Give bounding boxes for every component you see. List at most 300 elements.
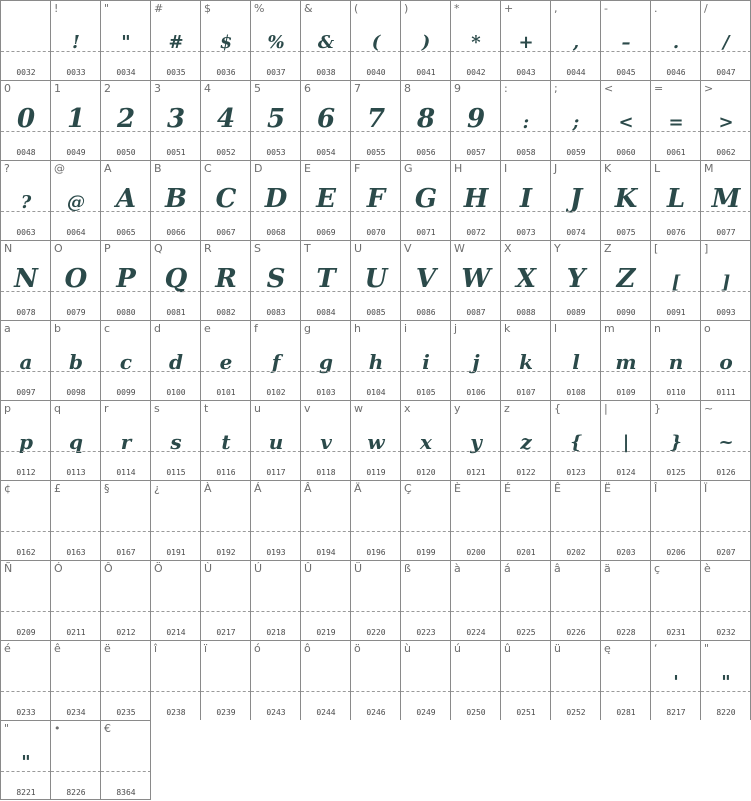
baseline-dashed-line [251,611,300,612]
cell-code-label: 0226 [566,628,586,637]
cell-char-label: ï [204,642,208,655]
cell-code-label: 0051 [166,148,186,157]
cell-code-label: 0100 [166,388,186,397]
glyph-cell [650,400,700,480]
cell-glyph-sample: [ [671,272,681,293]
cell-code-label: 0109 [616,388,636,397]
cell-char-label: î [154,642,158,655]
cell-code-label: 0232 [716,628,736,637]
cell-glyph-sample: o [719,350,733,374]
cell-glyph-sample: J [569,184,583,214]
cell-code-label: 0081 [166,308,186,317]
glyph-cell [250,80,300,160]
glyph-cell [700,80,750,160]
cell-char-label: A [104,162,112,175]
baseline-dashed-line [251,531,300,532]
glyph-cell [300,320,350,400]
baseline-dashed-line [301,611,350,612]
cell-code-label: 0068 [266,228,286,237]
cell-glyph-sample: Y [566,264,586,294]
cell-char-label: é [4,642,11,655]
glyph-cell [400,480,450,560]
cell-char-label: 5 [254,82,261,95]
cell-char-label: Î [654,482,658,495]
cell-char-label: # [154,2,164,15]
glyph-cell [550,160,600,240]
cell-char-label: n [654,322,661,335]
cell-char-label: v [304,402,311,415]
cell-code-label: 0108 [566,388,586,397]
cell-glyph-sample: Z [616,264,636,294]
baseline-dashed-line [251,211,300,212]
cell-char-label: O [54,242,63,255]
glyph-cell [550,240,600,320]
cell-char-label: + [504,2,514,15]
cell-code-label: 0053 [266,148,286,157]
cell-glyph-sample: S [266,264,286,294]
cell-code-label: 0046 [666,68,686,77]
cell-code-label: 8221 [16,788,36,797]
cell-glyph-sample: H [463,184,489,214]
cell-char-label: : [504,82,508,95]
glyph-cell [200,240,250,320]
glyph-cell [650,640,700,720]
glyph-cell [500,240,550,320]
cell-glyph-sample: 3 [166,104,186,134]
baseline-dashed-line [1,771,50,772]
cell-glyph-sample: e [219,350,233,374]
cell-glyph-sample: g [319,350,333,374]
cell-char-label: 6 [304,82,311,95]
glyph-cell [0,320,50,400]
cell-glyph-sample: " [21,752,31,773]
glyph-cell [200,640,250,720]
cell-glyph-sample: z [520,430,532,454]
cell-char-label: ä [604,562,611,575]
baseline-dashed-line [601,211,650,212]
baseline-dashed-line [601,611,650,612]
glyph-cell [600,320,650,400]
glyph-cell [100,320,150,400]
cell-char-label: $ [204,2,211,15]
glyph-cell [700,0,750,80]
cell-code-label: 0193 [266,548,286,557]
cell-glyph-sample: ] [721,272,731,293]
glyph-cell [650,480,700,560]
cell-char-label: % [254,2,265,15]
cell-code-label: 0113 [66,468,86,477]
baseline-dashed-line [701,691,750,692]
cell-code-label: 0071 [416,228,436,237]
glyph-cell [100,80,150,160]
cell-char-label: m [604,322,615,335]
baseline-dashed-line [101,771,150,772]
cell-glyph-sample: r [120,430,132,454]
baseline-dashed-line [301,131,350,132]
baseline-dashed-line [551,291,600,292]
glyph-cell [250,480,300,560]
cell-code-label: 0235 [116,708,136,717]
cell-char-label: l [554,322,558,335]
cell-char-label: L [654,162,661,175]
cell-char-label: . [654,2,658,15]
cell-char-label: Ç [404,482,412,495]
cell-code-label: 0111 [716,388,736,397]
glyph-cell [0,80,50,160]
cell-char-label: d [154,322,161,335]
baseline-dashed-line [51,371,100,372]
cell-char-label: 3 [154,82,161,95]
baseline-dashed-line [401,51,450,52]
cell-glyph-sample: , [572,32,580,53]
cell-glyph-sample: b [69,350,83,374]
cell-char-label: ú [454,642,461,655]
cell-char-label: ß [404,562,411,575]
cell-code-label: 0115 [166,468,186,477]
cell-char-label: ô [304,642,311,655]
glyph-cell [400,640,450,720]
cell-char-label: ! [54,2,59,15]
baseline-dashed-line [501,451,550,452]
cell-glyph-sample: W [461,264,491,294]
glyph-cell [450,160,500,240]
baseline-dashed-line [551,611,600,612]
baseline-dashed-line [51,51,100,52]
cell-char-label: [ [654,242,659,255]
baseline-dashed-line [351,611,400,612]
cell-code-label: 0206 [666,548,686,557]
glyph-cell [500,320,550,400]
glyph-cell [300,560,350,640]
glyph-cell [0,400,50,480]
cell-code-label: 0104 [366,388,386,397]
baseline-dashed-line [451,211,500,212]
baseline-dashed-line [351,131,400,132]
cell-char-label: D [254,162,263,175]
baseline-dashed-line [101,51,150,52]
baseline-dashed-line [101,691,150,692]
baseline-dashed-line [101,531,150,532]
cell-char-label: ü [554,642,561,655]
baseline-dashed-line [301,371,350,372]
cell-code-label: 0116 [216,468,236,477]
cell-code-label: 0054 [316,148,336,157]
baseline-dashed-line [301,451,350,452]
glyph-cell [550,80,600,160]
baseline-dashed-line [601,691,650,692]
cell-glyph-sample: ? [20,192,32,213]
cell-char-label: 2 [104,82,111,95]
glyph-cell [150,480,200,560]
baseline-dashed-line [501,611,550,612]
cell-glyph-sample: m [615,350,637,374]
cell-char-label: z [504,402,510,415]
baseline-dashed-line [151,691,200,692]
cell-glyph-sample: 8 [416,104,436,134]
glyph-cell [450,560,500,640]
cell-char-label: > [704,82,714,95]
cell-code-label: 0105 [416,388,436,397]
cell-char-label: á [504,562,511,575]
cell-code-label: 0201 [516,548,536,557]
baseline-dashed-line [651,611,700,612]
cell-code-label: 0084 [316,308,336,317]
cell-code-label: 0212 [116,628,136,637]
cell-glyph-sample: @ [67,192,85,213]
cell-code-label: 0052 [216,148,236,157]
baseline-dashed-line [651,531,700,532]
baseline-dashed-line [51,211,100,212]
glyph-cell [200,480,250,560]
baseline-dashed-line [301,291,350,292]
baseline-dashed-line [451,611,500,612]
cell-glyph-sample: B [165,184,187,214]
baseline-dashed-line [151,371,200,372]
glyph-cell [350,160,400,240]
glyph-cell [350,0,400,80]
glyph-cell [500,640,550,720]
baseline-dashed-line [401,131,450,132]
baseline-dashed-line [1,451,50,452]
cell-glyph-sample: C [215,184,237,214]
cell-glyph-sample: N [14,264,38,294]
baseline-dashed-line [51,691,100,692]
glyph-cell [50,160,100,240]
glyph-cell [600,80,650,160]
cell-code-label: 0091 [666,308,686,317]
cell-code-label: 0163 [66,548,86,557]
glyph-cell [450,400,500,480]
cell-char-label: c [104,322,111,335]
cell-glyph-sample: w [367,430,385,454]
glyph-cell [550,640,600,720]
cell-char-label: â [554,562,561,575]
glyph-cell [100,480,150,560]
glyph-cell [450,80,500,160]
glyph-cell [300,160,350,240]
cell-char-label: ] [704,242,709,255]
cell-code-label: 0244 [316,708,336,717]
glyph-cell [250,640,300,720]
cell-char-label: Û [304,562,313,575]
cell-glyph-sample: # [168,32,184,53]
cell-code-label: 0125 [666,468,686,477]
last-row-right-edge [150,720,151,800]
glyph-cell [200,400,250,480]
cell-code-label: 0209 [16,628,36,637]
cell-glyph-sample: s [170,430,182,454]
cell-char-label: Ô [104,562,113,575]
baseline-dashed-line [701,211,750,212]
cell-code-label: 8220 [716,708,736,717]
baseline-dashed-line [301,691,350,692]
cell-char-label: N [4,242,13,255]
cell-char-label: * [454,2,460,15]
cell-code-label: 0083 [266,308,286,317]
baseline-dashed-line [51,291,100,292]
baseline-dashed-line [201,611,250,612]
cell-char-label: X [504,242,512,255]
cell-char-label: Ä [354,482,362,495]
baseline-dashed-line [401,211,450,212]
cell-code-label: 0064 [66,228,86,237]
cell-glyph-sample: { [570,432,582,453]
cell-char-label: = [654,82,664,95]
glyph-cell [250,400,300,480]
baseline-dashed-line [501,691,550,692]
baseline-dashed-line [201,531,250,532]
cell-glyph-sample: 7 [366,104,386,134]
grid-bottom-edge [0,799,151,800]
glyph-cell [400,560,450,640]
baseline-dashed-line [551,211,600,212]
glyph-cell [100,0,150,80]
glyph-cell [250,160,300,240]
cell-char-label: T [304,242,311,255]
cell-code-label: 0106 [466,388,486,397]
glyph-cell [350,640,400,720]
baseline-dashed-line [51,531,100,532]
cell-code-label: 0067 [216,228,236,237]
cell-char-label: I [504,162,508,175]
cell-code-label: 0086 [416,308,436,317]
cell-code-label: 0223 [416,628,436,637]
cell-code-label: 0059 [566,148,586,157]
glyph-cell [500,400,550,480]
glyph-cell [450,480,500,560]
cell-char-label: @ [54,162,65,175]
glyph-cell [650,160,700,240]
glyph-cell [0,160,50,240]
baseline-dashed-line [251,291,300,292]
glyph-cell [350,560,400,640]
baseline-dashed-line [401,451,450,452]
cell-glyph-sample: . [672,32,680,53]
baseline-dashed-line [351,51,400,52]
glyph-cell [400,0,450,80]
cell-glyph-sample: ; [572,112,580,133]
cell-code-label: 0082 [216,308,236,317]
cell-code-label: 0035 [166,68,186,77]
cell-glyph-sample: < [618,112,634,133]
baseline-dashed-line [151,291,200,292]
cell-char-label: à [454,562,461,575]
cell-char-label: g [304,322,311,335]
cell-glyph-sample: p [19,430,33,454]
glyph-cell [550,480,600,560]
cell-char-label: B [154,162,162,175]
glyph-cell [450,0,500,80]
glyph-cell [450,320,500,400]
glyph-cell [50,480,100,560]
cell-code-label: 0219 [316,628,336,637]
baseline-dashed-line [701,131,750,132]
glyph-cell [300,240,350,320]
cell-code-label: 0062 [716,148,736,157]
cell-char-label: b [54,322,61,335]
cell-code-label: 0076 [666,228,686,237]
cell-char-label: & [304,2,313,15]
baseline-dashed-line [1,131,50,132]
cell-char-label: G [404,162,413,175]
cell-char-label: 0 [4,82,11,95]
cell-glyph-sample: f [271,350,281,374]
cell-glyph-sample: K [614,184,638,214]
cell-char-label: ę [604,642,611,655]
glyph-cell [400,80,450,160]
cell-glyph-sample: D [264,184,288,214]
baseline-dashed-line [601,131,650,132]
cell-code-label: 0281 [616,708,636,717]
cell-char-label: € [104,722,111,735]
baseline-dashed-line [201,371,250,372]
cell-glyph-sample: V [415,264,437,294]
cell-code-label: 0085 [366,308,386,317]
cell-code-label: 0122 [516,468,536,477]
cell-code-label: 0038 [316,68,336,77]
glyph-cell [100,560,150,640]
cell-code-label: 0080 [116,308,136,317]
cell-char-label: Ü [354,562,363,575]
baseline-dashed-line [201,291,250,292]
cell-code-label: 0066 [166,228,186,237]
cell-glyph-sample: v [320,430,332,454]
baseline-dashed-line [701,531,750,532]
cell-char-label: ë [104,642,111,655]
glyph-cell [200,0,250,80]
cell-char-label: è [704,562,711,575]
cell-char-label: M [704,162,714,175]
baseline-dashed-line [301,531,350,532]
baseline-dashed-line [201,211,250,212]
baseline-dashed-line [451,691,500,692]
baseline-dashed-line [1,51,50,52]
cell-code-label: 0041 [416,68,436,77]
cell-code-label: 8217 [666,708,686,717]
cell-char-label: £ [54,482,61,495]
cell-char-label: 4 [204,82,211,95]
baseline-dashed-line [701,611,750,612]
baseline-dashed-line [251,691,300,692]
cell-char-label: Ó [54,562,63,575]
cell-glyph-sample: q [69,430,83,454]
cell-char-label: r [104,402,109,415]
glyph-cell [550,0,600,80]
cell-glyph-sample: t [221,430,231,454]
cell-code-label: 0087 [466,308,486,317]
baseline-dashed-line [401,291,450,292]
glyph-cell [400,400,450,480]
glyph-cell [450,240,500,320]
cell-code-label: 0239 [216,708,236,717]
glyph-cell [200,560,250,640]
cell-code-label: 0194 [316,548,336,557]
cell-glyph-sample: y [470,430,482,454]
cell-char-label: J [554,162,558,175]
cell-code-label: 0069 [316,228,336,237]
baseline-dashed-line [451,451,500,452]
glyph-cell [300,400,350,480]
baseline-dashed-line [1,371,50,372]
baseline-dashed-line [601,451,650,452]
cell-code-label: 0214 [166,628,186,637]
cell-char-label: V [404,242,412,255]
cell-char-label: < [604,82,614,95]
cell-glyph-sample: | [622,432,630,453]
cell-glyph-sample: 0 [16,104,36,134]
cell-code-label: 0191 [166,548,186,557]
baseline-dashed-line [451,371,500,372]
